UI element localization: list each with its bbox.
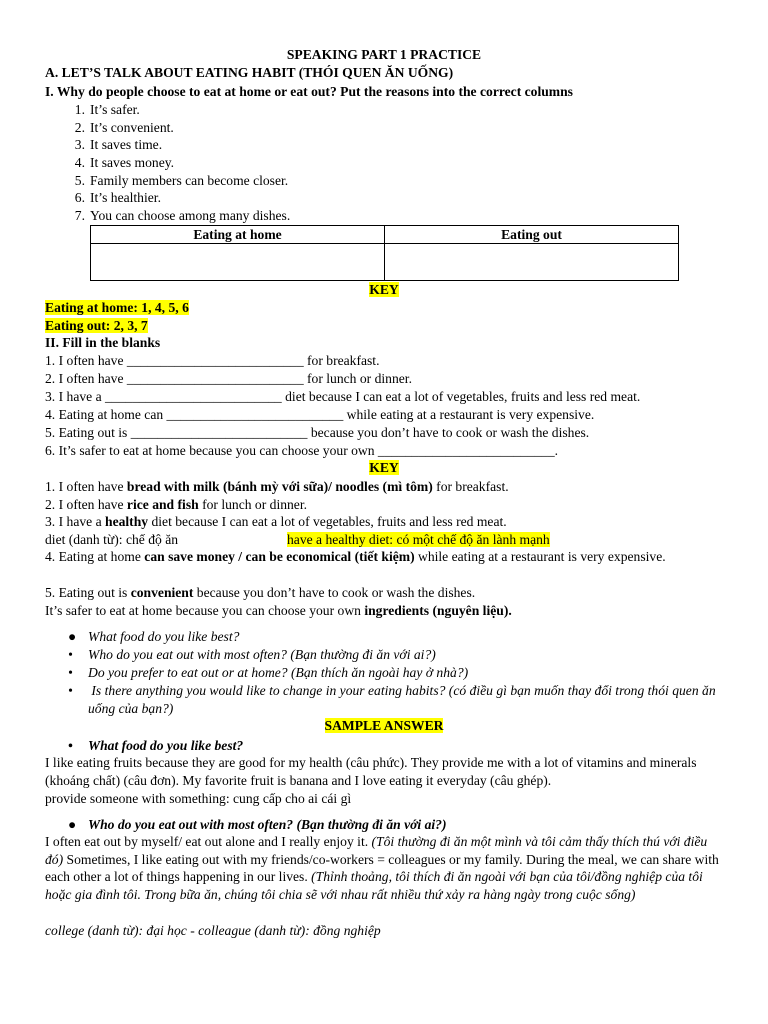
answer-line: 1. I often have bread with milk (bánh mỳ với sữa)/ noodles (mì tôm) for breakfast.	[45, 479, 509, 494]
key-eating-home: Eating at home: 1, 4, 5, 6	[45, 300, 189, 315]
reason-item: 4. It saves money.	[74, 155, 175, 170]
sample-answer-label: SAMPLE ANSWER	[324, 718, 444, 733]
answer-line: 4. Eating at home can save money / can be economical (tiết kiệm) while eating at a restaurant is very expensive.	[45, 549, 666, 564]
diet-note: diet (danh từ): chế độ ăn	[45, 532, 179, 547]
question-item: • Is there anything you would like to change in your eating habits? (có điều gì bạn muốn thay đổi trong thói quen ăn uống của bạn?)	[68, 683, 716, 716]
blank-line: 5. Eating out is __________________________ because you don’t have to cook or wash the dishes.	[45, 425, 590, 440]
sample-question: ● Who do you eat out with most often? (Bạn thường đi ăn với ai?)	[68, 817, 447, 832]
answer-line: 5. Eating out is convenient because you don’t have to cook or wash the dishes.	[45, 585, 476, 600]
page-title: SPEAKING PART 1 PRACTICE	[286, 47, 482, 62]
reasons-table	[90, 225, 679, 281]
question-item: • Do you prefer to eat out or at home? (Bạn thích ăn ngoài hay ở nhà?)	[68, 665, 469, 680]
sample-answer-2: I often eat out by myself/ eat out alone and I really enjoy it. (Tôi thường đi ăn một mình và tôi cảm thấy thích thú với điều đó) Sometimes, I like eating out with my friends/co-workers = colleagues or my family. During the meal, we can share with each other a lot of things happening in our lives. (Thỉnh thoảng, tôi thích đi ăn ngoài với bạn của tôi/đồng nghiệp của tôi hoặc gia đình tôi. Trong bữa ăn, chúng tôi chia sẽ với nhau rất nhiều thứ xảy ra hàng ngày trong cuộc sống)	[45, 834, 719, 902]
table-cell-out[interactable]	[385, 244, 679, 281]
reason-item: 6. It’s healthier.	[74, 190, 161, 205]
blank-line: 3. I have a __________________________ diet because I can eat a lot of vegetables, fruits and less red meat.	[45, 389, 641, 404]
sample-note-2: college (danh từ): đại học - colleague (danh từ): đồng nghiệp	[45, 923, 381, 938]
reason-item: 5. Family members can become closer.	[74, 173, 289, 188]
question-2-heading: II. Fill in the blanks	[45, 335, 161, 350]
reason-item: 7. You can choose among many dishes.	[74, 208, 291, 223]
key-eating-out: Eating out: 2, 3, 7	[45, 318, 148, 333]
blank-line: 6. It’s safer to eat at home because you can choose your own __________________________.	[45, 443, 559, 458]
reason-item: 3. It saves time.	[74, 137, 163, 152]
blank-line: 4. Eating at home can __________________________ while eating at a restaurant is very expensive.	[45, 407, 595, 422]
reason-item: 2. It’s convenient.	[74, 120, 174, 135]
sample-question: • What food do you like best?	[68, 738, 244, 753]
sample-note-1: provide someone with something: cung cấp cho ai cái gì	[45, 791, 352, 806]
sample-answer-1: I like eating fruits because they are good for my health (câu phức). They provide me with a lot of vitamins and minerals (khoáng chất) (câu đơn). My favorite fruit is banana and I love eating it everyday (câu ghép).	[45, 755, 697, 788]
blank-line: 1. I often have __________________________ for breakfast.	[45, 353, 380, 368]
reason-item: 1. It’s safer.	[74, 102, 140, 117]
question-item: ● What food do you like best?	[68, 629, 240, 644]
table-header-out: Eating out	[385, 226, 679, 244]
key-label: KEY	[369, 282, 399, 297]
table-cell-home[interactable]	[91, 244, 385, 281]
section-a-heading: A. LET’S TALK ABOUT EATING HABIT (THÓI QUEN ĂN UỐNG)	[45, 65, 454, 80]
table-header-home: Eating at home	[91, 226, 385, 244]
question-1-heading: I. Why do people choose to eat at home or eat out? Put the reasons into the correct columns	[45, 84, 573, 99]
answer-line: It’s safer to eat at home because you can choose your own ingredients (nguyên liệu).	[45, 603, 512, 618]
question-item: • Who do you eat out with most often? (Bạn thường đi ăn với ai?)	[68, 647, 436, 662]
answer-line: 2. I often have rice and fish for lunch or dinner.	[45, 497, 308, 512]
answer-line: 3. I have a healthy diet because I can eat a lot of vegetables, fruits and less red meat.	[45, 514, 507, 529]
blank-line: 2. I often have __________________________ for lunch or dinner.	[45, 371, 412, 386]
key-label-2: KEY	[369, 460, 399, 475]
diet-highlight: have a healthy diet: có một chế độ ăn lành mạnh	[287, 532, 550, 547]
